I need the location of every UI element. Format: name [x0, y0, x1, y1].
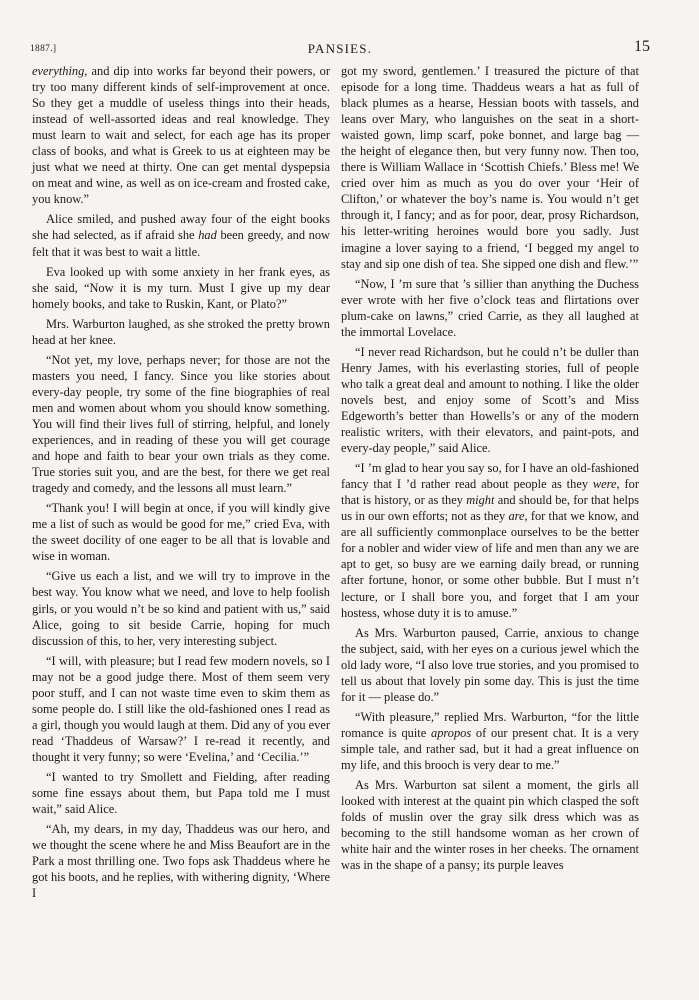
text-run: Alice smiled, and pushed away four of the eight books she had selected, as if afraid she [32, 212, 330, 243]
paragraph [341, 276, 639, 340]
italic-text: had [198, 228, 217, 243]
text-run: got my sword, gentlemen.’ I treasured the picture of that episode for a long time. Thaddeus wears a hat as full of black plumes as a hearse, Hessian boots with tassels, and leans over Mary, who languishes on the seat in a short-waisted gown, limp scarf, poke bonnet, and large bag — the height of elegance then, but very funny now. Then too, there is William Wallace in ‘Scottish Chiefs.’ Bless me! We cried over him as much as you do over your ‘Heir of Clifton,’ or whatever the boy’s name is. You would n’t get through it, I fancy; and as for poor, dear, prosy Richardson, his letter-writing heroines would bore you sadly. Just imagine a lover saying to a friend, ‘I begged my angel to stay and sip one dish of tea. She sipped one dish and flew.’” [341, 64, 639, 271]
italic-text: might [466, 493, 495, 508]
text-run: of our present chat. It is a very simple tale, and rather sad, but it had a great influence on my life, and this brooch is very dear to me.” [341, 725, 639, 772]
text-run: “I ’m glad to hear you say so, for I have an old-fashioned fancy that I ’d rather read about people as they [341, 461, 639, 492]
text-run: As Mrs. Warburton sat silent a moment, the girls all looked with interest at the quaint pin which clasped the soft folds of muslin over the gray silk dress which was as becoming to the still handsome woman as her crown of white hair and the winter roses in her cheeks. The ornament was in the shape of a pansy; its purple leaves [341, 778, 639, 873]
text-run: “With pleasure,” replied Mrs. Warburton, “for the little romance is quite [341, 709, 639, 740]
text-run: for that is history, or as they [341, 477, 639, 508]
paragraph [32, 211, 330, 259]
paragraph [32, 264, 330, 312]
italic-text: were, [592, 477, 620, 492]
paragraph [341, 709, 639, 773]
text-run: been greedy, and now felt that it was best to wait a little. [32, 228, 331, 259]
running-header [30, 40, 650, 60]
paragraph [341, 460, 639, 620]
paragraph [32, 316, 330, 348]
text-run: “I never read Richardson, but he could n’t be duller than Henry James, with his everlasting stories, full of people who talk a great deal and amount to nothing. I like the older novels best, and enjoy some of Scott’s and Miss Edgeworth’s better than Howells’s or any of the modern realistic writers, with their elevators, and paint-pots, and every-day people,” said Alice. [341, 344, 639, 456]
paragraph [32, 63, 330, 207]
italic-text: apropos [431, 725, 472, 740]
header-title: PANSIES. [307, 41, 373, 56]
paragraph [341, 63, 639, 272]
text-run: Eva looked up with some anxiety in her frank eyes, as she said, “Now it is my turn. Must I give up my dear homely books, and take to Ruskin, Kant, or Plato?” [32, 264, 330, 311]
text-run: “Not yet, my love, perhaps never; for those are not the masters you need, I fancy. Since you like stories about every-day people, try some of the fine biographies of real men and women about whom you should know something. You will find their lives full of stirring, helpful, and lonely experiences, and in reading of these you will get courage and hope and faith to bear your own trials as they come. True stories suit you, and are the best, for there we get real tragedy and comedy, and the lessons all must learn.” [32, 352, 330, 496]
italic-text: everything, [32, 64, 88, 78]
text-run: “Thank you! I will begin at once, if you will kindly give me a list of such as would be good for me,” cried Eva, with the sweet docility of one eager to be all that is lovable and wise in woman. [32, 501, 330, 564]
paragraph [32, 500, 330, 564]
text-run: As Mrs. Warburton paused, Carrie, anxious to change the subject, said, with her eyes on a curious jewel which the old lady wore, “I also love true stories, and you promised to tell us about that lovely pin some day. This is just the time for it — please do.” [341, 625, 639, 704]
header-year: 1887.] [30, 44, 57, 54]
italic-text: are, [508, 509, 528, 524]
text-run: Mrs. Warburton laughed, as she stroked the pretty brown head at her knee. [32, 316, 330, 347]
paragraph [32, 352, 330, 496]
page-number: 15 [634, 38, 650, 55]
text-run: “Ah, my dears, in my day, Thaddeus was our hero, and we thought the scene where he and Miss Beaufort are in the Park a most thrilling one. Two fops ask Thaddeus where he got his boots, and he replies, with withering dignity, ‘Where I [32, 822, 330, 901]
paragraph [341, 344, 639, 456]
text-run: and should be, for that helps us in our own efforts; not as they [341, 493, 640, 524]
paragraph [341, 777, 639, 873]
text-run: “I wanted to try Smollett and Fielding, after reading some fine essays about them, but Papa told me I must wait,” said Alice. [32, 769, 330, 817]
left-text-column [32, 63, 330, 901]
text-run: “Now, I ’m sure that ’s sillier than anything the Duchess ever wrote with her five o’clock teas and flirtations over plum-cake on lawns,” cried Carrie, as they all laughed at the immortal Lovelace. [341, 276, 639, 339]
paragraph [341, 625, 639, 705]
text-run: for that we know, and are all sufficiently commonplace ourselves to be the better for a nobler and wider view of life and men than any we are apt to get, so busy are we earning daily bread, or running after fortune, honor, or some other bubble. But I must n’t lecture, or I shall bore you, and forget that I am your hostess, whose duty it is to amuse.” [341, 509, 639, 620]
paragraph [32, 653, 330, 765]
text-run: “I will, with pleasure; but I read few modern novels, so I may not be a good judge there. Most of them seem very poor stuff, and I can not waste time even to skim them as some people do. I still like the old-fashioned ones I read as a girl, though you would laugh at them. Did any of you ever read ‘Thaddeus of Warsaw?’ I re-read it recently, and thought it very funny; so were ‘Evelina,’ and ‘Cecilia.’” [32, 653, 331, 764]
right-text-column [341, 63, 639, 873]
paragraph [32, 821, 330, 901]
text-run: “Give us each a list, and we will try to improve in the best way. You know what we need, and love to help foolish girls, or you would n’t be so kind and patient with us,” said Alice, going to sit beside Carrie, hoping for much discussion of this, to her, very interesting subject. [32, 569, 330, 648]
paragraph [32, 568, 330, 648]
paragraph [32, 769, 330, 817]
text-run: and dip into works far beyond their powers, or try too many different kinds of self-improvement at once. So they get a muddle of useless things into their heads, instead of well-assorted ideas and real knowledge. They must learn to wait and select, for each age has its proper class of books, and what is Greek to us at eighteen may be just what we need at thirty. One can get mental dyspepsia on meat and wine, as well as on ice-cream and frosted cake, you know.” [32, 64, 330, 207]
